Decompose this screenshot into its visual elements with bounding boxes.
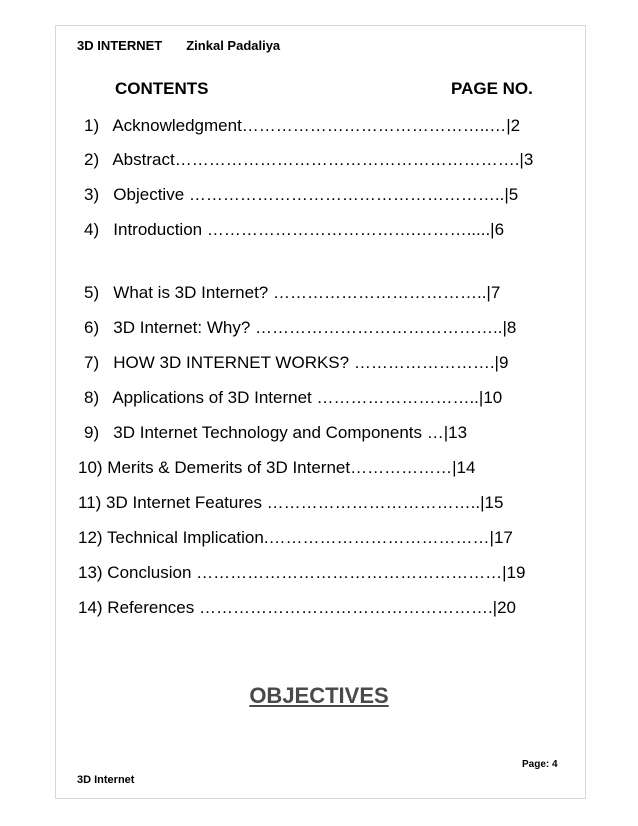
toc-entry: 4) Introduction ……………………………….……….....|6 — [84, 220, 505, 239]
header-author: Zinkal Padaliya — [186, 38, 281, 53]
toc-entry: 2) Abstract…………………………………………………….|3 — [84, 150, 534, 169]
toc-entry: 14) References …………………………………………….|20 — [78, 598, 516, 617]
toc-entry: 5) What is 3D Internet? ………………………………..|7 — [84, 283, 501, 302]
toc-entry: 9) 3D Internet Technology and Components …|13 — [84, 423, 468, 442]
header-title: 3D INTERNET — [77, 38, 163, 53]
contents-heading: CONTENTS — [115, 79, 209, 98]
page-number: Page: 4 — [522, 759, 558, 770]
toc-entry: 8) Applications of 3D Internet ………………………..|10 — [84, 388, 503, 407]
toc-entry: 7) HOW 3D INTERNET WORKS? …………………….|9 — [84, 353, 509, 372]
toc-entry: 1) Acknowledgment……………………………………..…|2 — [84, 116, 521, 135]
toc-entry: 6) 3D Internet: Why? ……………………………………..|8 — [84, 318, 517, 337]
toc-entry: 12) Technical Implication.…………………………………|17 — [78, 528, 513, 547]
running-footer: 3D Internet — [77, 774, 135, 786]
toc-entry: 10) Merits & Demerits of 3D Internet………………|14 — [78, 458, 476, 477]
running-header — [77, 38, 280, 53]
toc-entry: 13) Conclusion ………………………………………………|19 — [78, 563, 526, 582]
toc-entry: 3) Objective ………………………………………………..|5 — [84, 185, 519, 204]
objectives-title: OBJECTIVES — [249, 683, 389, 708]
page-number-heading: PAGE NO. — [451, 79, 533, 98]
toc-entry: 11) 3D Internet Features ………………………………..|15 — [78, 493, 504, 512]
